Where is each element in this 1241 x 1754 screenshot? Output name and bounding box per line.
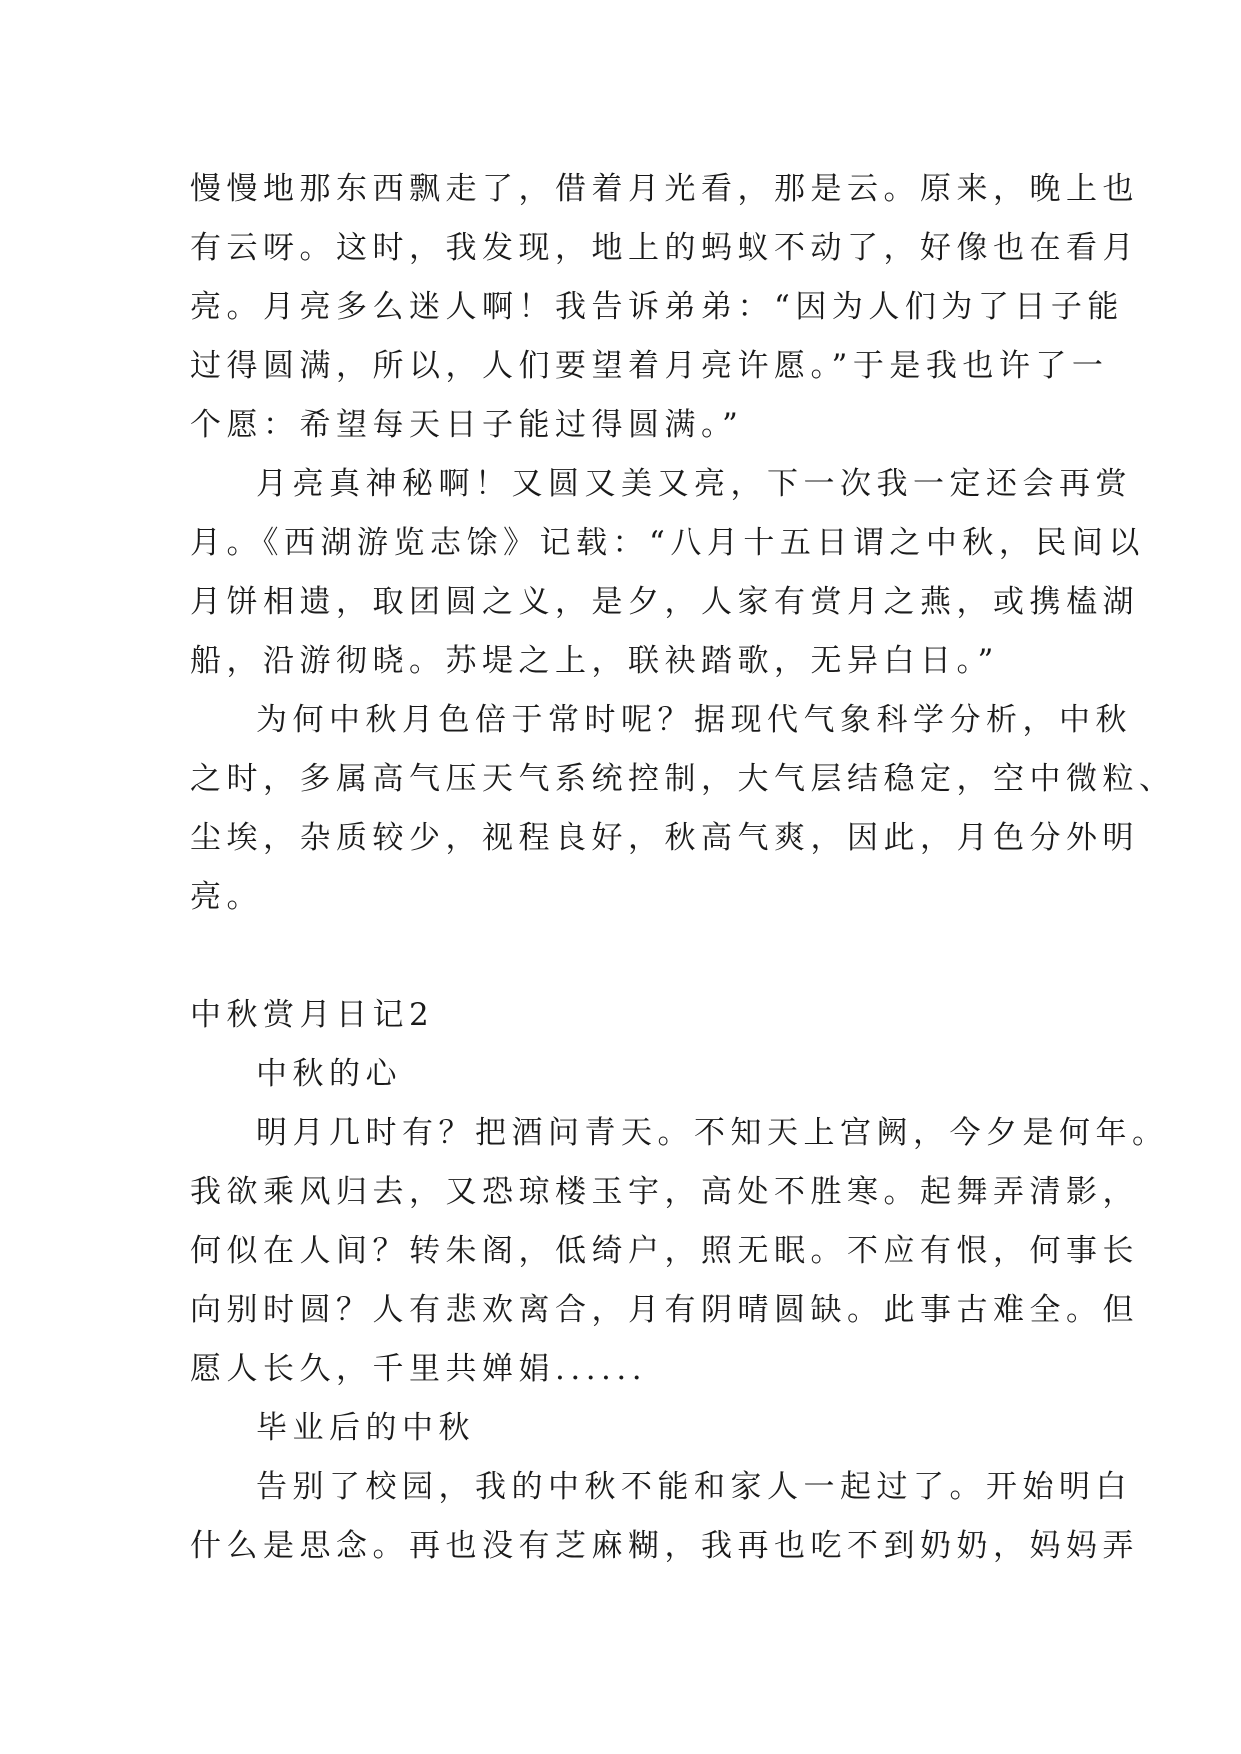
paragraph-line: 亮。: [190, 879, 263, 915]
subsection-title: 中秋的心: [256, 1056, 402, 1092]
paragraph-line: 愿人长久，千里共婵娟......: [190, 1351, 648, 1387]
paragraph-line: 我欲乘风归去，又恐琼楼玉宇，高处不胜寒。起舞弄清影，: [190, 1174, 1139, 1210]
paragraph-line: 过得圆满，所以，人们要望着月亮许愿。”于是我也许了一: [190, 348, 1109, 384]
paragraph-line: 什么是思念。再也没有芝麻糊，我再也吃不到奶奶，妈妈弄: [190, 1528, 1139, 1564]
blank-line: [190, 927, 1070, 986]
paragraph-line: 为何中秋月色倍于常时呢？据现代气象科学分析，中秋: [256, 702, 1132, 738]
paragraph-line: 何似在人间？转朱阁，低绮户，照无眠。不应有恨，何事长: [190, 1233, 1139, 1269]
paragraph-line: 向别时圆？人有悲欢离合，月有阴晴圆缺。此事古难全。但: [190, 1292, 1139, 1328]
paragraph-line: 月。《西湖游览志馀》记载：“八月十五日谓之中秋，民间以: [190, 525, 1145, 561]
paragraph-line: 尘埃，杂质较少，视程良好，秋高气爽，因此，月色分外明: [190, 820, 1139, 856]
section-title: 中秋赏月日记2: [190, 997, 435, 1033]
paragraph-line: 月亮真神秘啊！又圆又美又亮，下一次我一定还会再赏: [256, 466, 1132, 502]
paragraph-line: 船，沿游彻晓。苏堤之上，联袂踏歌，无异白日。”: [190, 643, 999, 679]
paragraph-line: 慢慢地那东西飘走了，借着月光看，那是云。原来，晚上也: [190, 171, 1139, 207]
paragraph-line: 个愿：希望每天日子能过得圆满。”: [190, 407, 744, 443]
subsection-title: 毕业后的中秋: [256, 1410, 475, 1446]
paragraph-line: 告别了校园，我的中秋不能和家人一起过了。开始明白: [256, 1469, 1132, 1505]
paragraph-line: 月饼相遗，取团圆之义，是夕，人家有赏月之燕，或携榼湖: [190, 584, 1139, 620]
paragraph-line: 明月几时有？把酒问青天。不知天上宫阙，今夕是何年。: [256, 1115, 1169, 1151]
paragraph-line: 亮。月亮多么迷人啊！我告诉弟弟：“因为人们为了日子能: [190, 289, 1124, 325]
paragraph-line: 之时，多属高气压天气系统控制，大气层结稳定，空中微粒、: [190, 761, 1176, 797]
document-page: [190, 160, 1176, 1576]
paragraph-line: 有云呀。这时，我发现，地上的蚂蚁不动了，好像也在看月: [190, 230, 1139, 266]
